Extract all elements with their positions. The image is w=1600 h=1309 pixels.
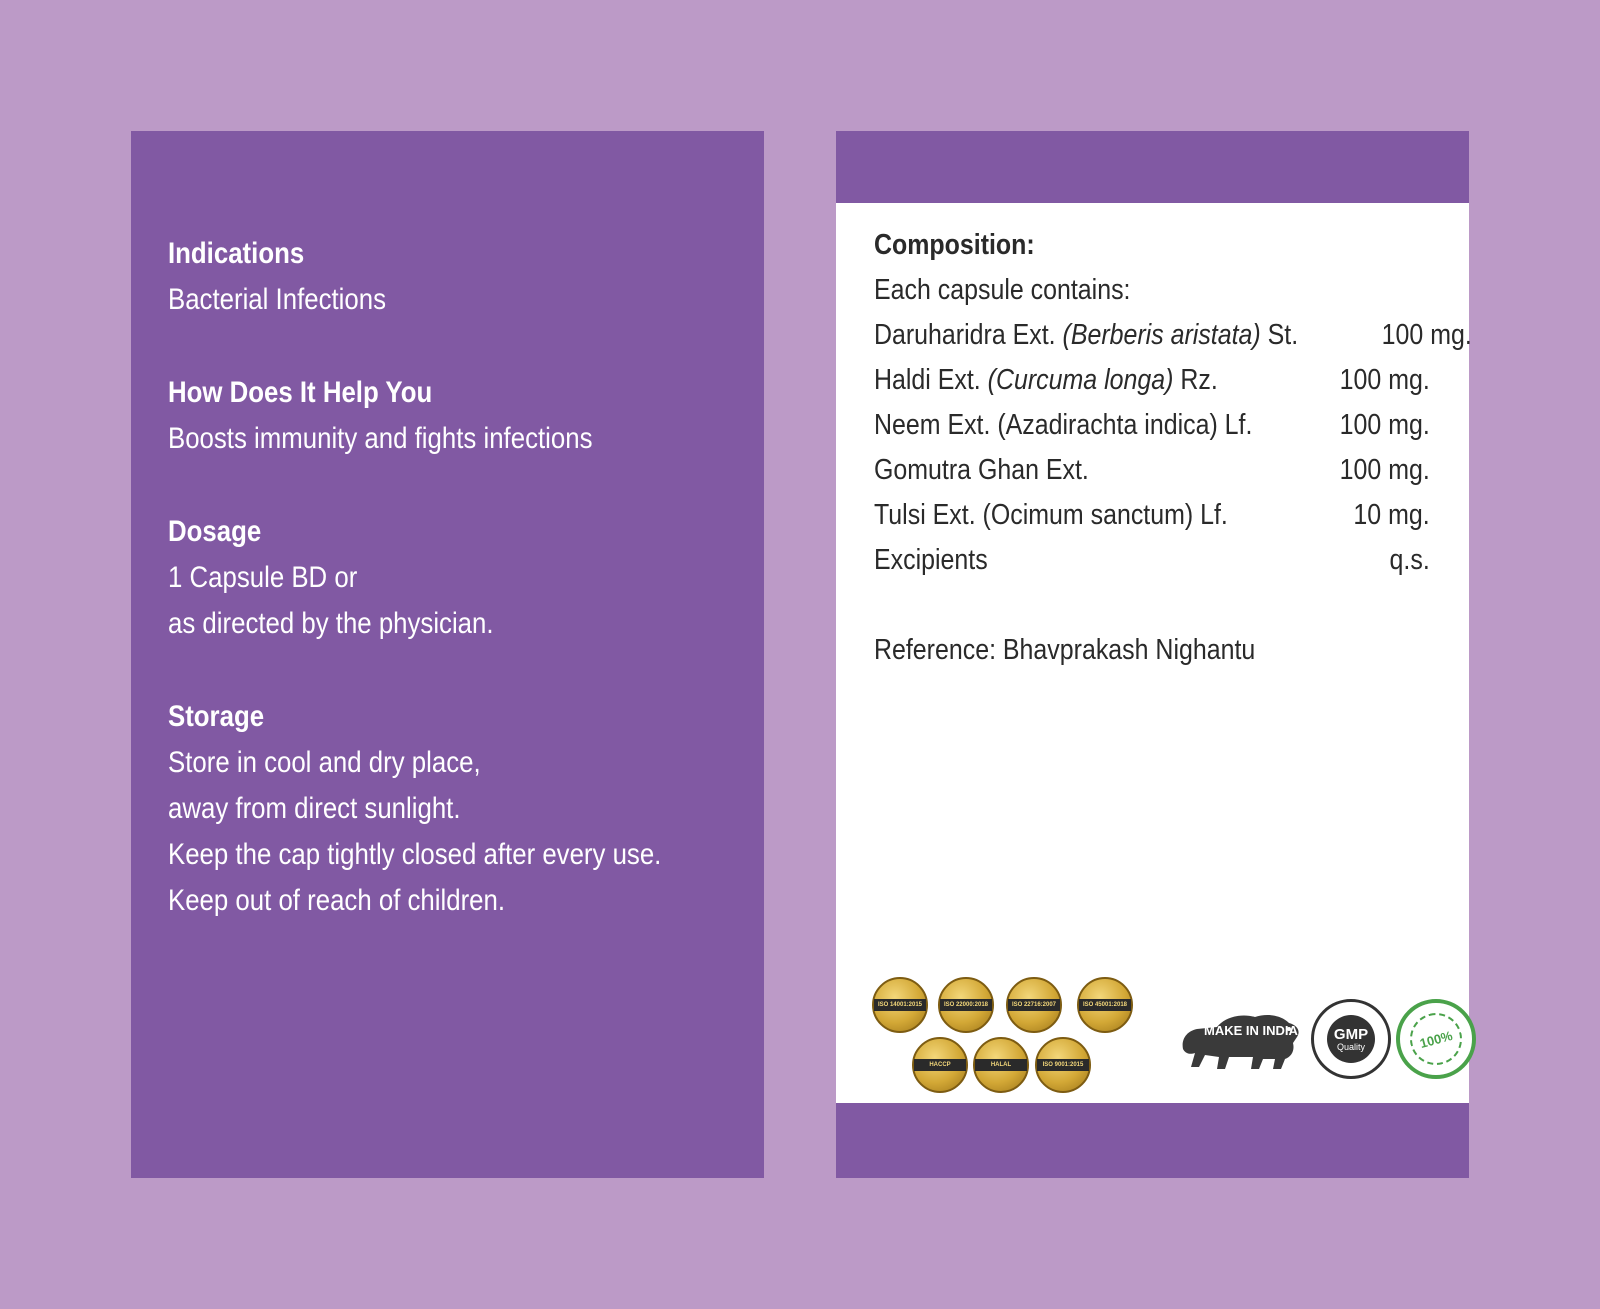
certification-badges	[872, 977, 1454, 1107]
ingredient-row	[874, 358, 1430, 403]
make-in-india-text: MAKE IN INDIA	[1204, 1023, 1298, 1038]
top-purple-band	[836, 131, 1469, 203]
indications-text: Bacterial Infections	[168, 283, 386, 316]
reference-text: Reference: Bhavprakash Nighantu	[874, 634, 1256, 666]
ingredient-name: Tulsi Ext. (Ocimum sanctum) Lf.	[874, 499, 1228, 531]
vegetarian-label: 100%	[1404, 1007, 1468, 1071]
right-composition-panel	[836, 131, 1472, 1178]
storage-line: Store in cool and dry place,	[168, 746, 481, 779]
gmp-label: GMP	[1333, 1025, 1369, 1043]
composition-subtitle: Each capsule contains:	[874, 274, 1131, 306]
badge-label: ISO 22716:2007	[1008, 999, 1060, 1011]
dosage-line: as directed by the physician.	[168, 607, 494, 640]
haccp-badge	[912, 1037, 968, 1093]
badge-label: ISO 9001:2015	[1037, 1059, 1089, 1071]
ingredient-part: St.	[1260, 319, 1299, 351]
ingredient-name: Neem Ext. (Azadirachta indica) Lf.	[874, 409, 1253, 441]
ingredient-name: Gomutra Ghan Ext.	[874, 454, 1089, 486]
storage-heading: Storage	[168, 700, 265, 733]
badge-label: HACCP	[914, 1059, 966, 1071]
ingredient-row	[874, 313, 1472, 358]
ingredient-name-part: Haldi Ext.	[874, 364, 988, 396]
ingredient-botanical: (Berberis aristata)	[1062, 319, 1261, 351]
ingredient-row	[874, 448, 1430, 493]
storage-line: away from direct sunlight.	[168, 792, 461, 825]
dosage-line: 1 Capsule BD or	[168, 561, 358, 594]
badge-label: ISO 22000:2018	[940, 999, 992, 1011]
storage-line: Keep the cap tightly closed after every use.	[168, 838, 662, 871]
dosage-section	[168, 509, 764, 647]
ingredient-amount: 100 mg.	[1381, 319, 1472, 351]
indications-heading: Indications	[168, 237, 305, 270]
ingredient-amount: q.s.	[1389, 544, 1430, 576]
help-heading: How Does It Help You	[168, 376, 433, 409]
badge-label: ISO 14001:2015	[874, 999, 926, 1011]
ingredient-amount: 100 mg.	[1339, 454, 1430, 486]
ingredient-name	[874, 358, 1218, 403]
composition-block	[874, 223, 1472, 673]
badge-label: HALAL	[975, 1059, 1027, 1071]
iso-9001-badge	[1035, 1037, 1091, 1093]
ingredient-amount: 100 mg.	[1339, 364, 1430, 396]
ingredient-row	[874, 538, 1430, 583]
left-info-panel	[131, 131, 764, 1178]
iso-22716-badge	[1006, 977, 1062, 1033]
ingredient-row	[874, 403, 1430, 448]
gmp-sub-label: Quality	[1336, 1041, 1365, 1052]
iso-14001-badge	[872, 977, 928, 1033]
gmp-quality-badge	[1311, 999, 1391, 1079]
storage-line: Keep out of reach of children.	[168, 884, 506, 917]
iso-22000-badge	[938, 977, 994, 1033]
indications-section	[168, 231, 764, 323]
bottom-purple-band	[836, 1103, 1469, 1178]
gmp-core	[1327, 1015, 1375, 1063]
dosage-heading: Dosage	[168, 515, 262, 548]
iso-45001-badge	[1077, 977, 1133, 1033]
ingredient-amount: 100 mg.	[1339, 409, 1430, 441]
ingredient-botanical: (Curcuma longa)	[987, 364, 1174, 396]
help-text: Boosts immunity and fights infections	[168, 422, 593, 455]
halal-badge	[973, 1037, 1029, 1093]
composition-title: Composition:	[874, 229, 1035, 261]
storage-section	[168, 694, 764, 924]
ingredient-part: Rz.	[1173, 364, 1218, 396]
help-section	[168, 370, 764, 462]
ingredient-name	[874, 313, 1298, 358]
ingredient-name-part: Daruharidra Ext.	[874, 319, 1063, 351]
ingredient-row	[874, 493, 1430, 538]
vegetarian-badge	[1396, 999, 1476, 1079]
ingredient-amount: 10 mg.	[1353, 499, 1430, 531]
ingredient-name: Excipients	[874, 544, 988, 576]
badge-label: ISO 45001:2018	[1079, 999, 1131, 1011]
make-in-india-lion-icon	[1177, 1009, 1303, 1076]
